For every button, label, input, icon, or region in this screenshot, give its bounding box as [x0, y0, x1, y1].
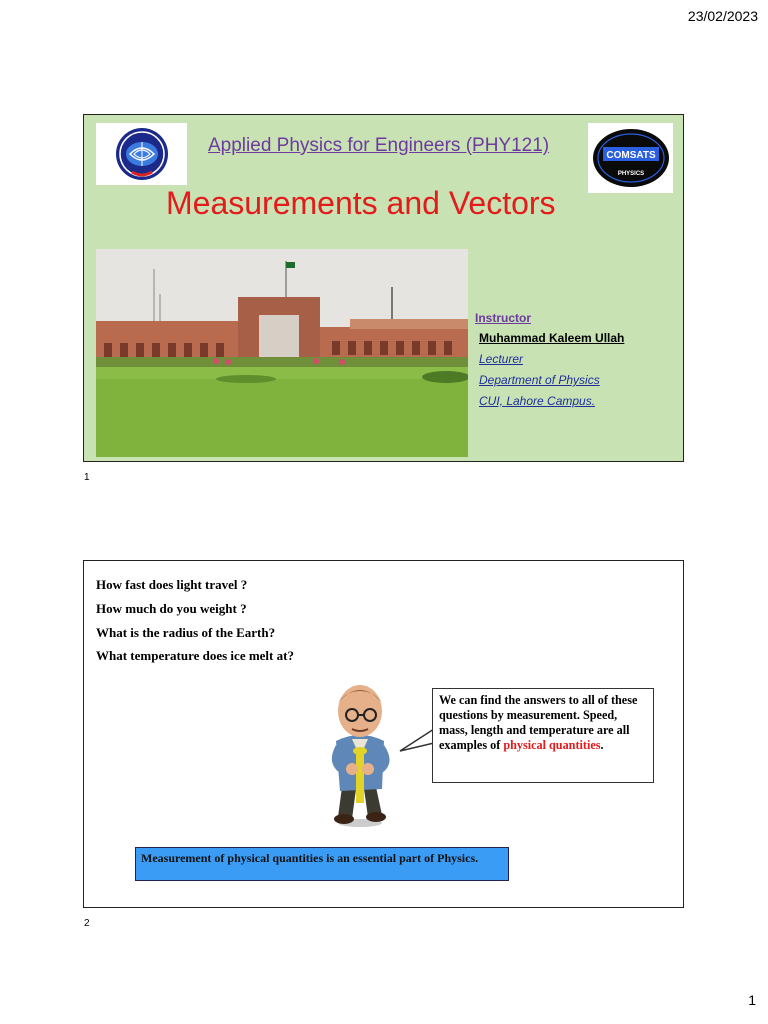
- comsats-university-logo: [96, 123, 187, 185]
- professor-character-figure: [312, 677, 412, 829]
- callout-end: .: [600, 738, 604, 752]
- instructor-role: Lecturer: [479, 352, 524, 366]
- measurement-callout: [432, 688, 654, 783]
- svg-text:PHYSICS: PHYSICS: [617, 171, 644, 177]
- instructor-name: Muhammad Kaleem Ullah: [479, 331, 625, 345]
- slide-title: Measurements and Vectors: [166, 185, 556, 221]
- svg-text:COMSATS: COMSATS: [605, 150, 656, 161]
- course-title: Applied Physics for Engineers (PHY121): [208, 135, 550, 156]
- question-light-speed: How fast does light travel ?: [96, 577, 248, 592]
- campus-photo: [96, 249, 468, 457]
- slide-1-number: 1: [84, 472, 90, 483]
- instructor-department: Department of Physics: [479, 373, 600, 387]
- instructor-label: Instructor: [475, 311, 532, 325]
- slide-2-number: 2: [84, 918, 90, 929]
- summary-box: Measurement of physical quantities is an essential part of Physics.: [135, 847, 509, 881]
- slide-1: [83, 114, 684, 462]
- question-ice-melt: What temperature does ice melt at?: [96, 648, 294, 663]
- slide-2: [83, 560, 684, 908]
- instructor-info: [475, 311, 624, 408]
- callout-highlight: physical quantities: [503, 738, 601, 752]
- page-number: 1: [748, 992, 756, 1008]
- question-weight: How much do you weight ?: [96, 601, 247, 616]
- question-earth-radius: What is the radius of the Earth?: [96, 625, 276, 640]
- instructor-campus: CUI, Lahore Campus.: [479, 394, 596, 408]
- callout-text: We can find the answers to all of these questions by measurement. Speed, mass, length and temperature are all examples of: [439, 693, 638, 752]
- comsats-physics-logo: [588, 123, 673, 193]
- print-date: 23/02/2023: [687, 8, 758, 24]
